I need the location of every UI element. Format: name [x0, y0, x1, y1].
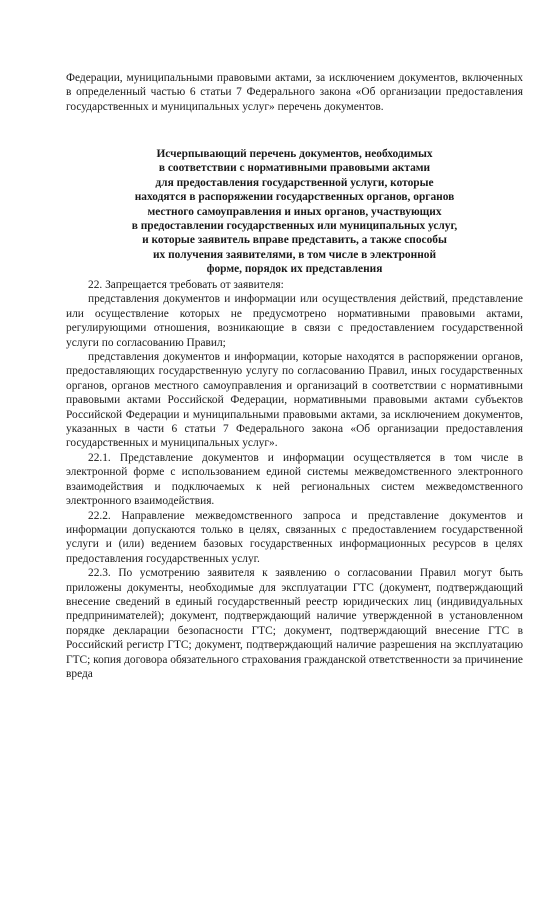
- heading-line: местного самоуправления и иных органов, участвующих: [147, 205, 442, 218]
- heading-line: форме, порядок их представления: [206, 263, 383, 276]
- heading-line: их получения заявителями, в том числе в электронной: [152, 248, 437, 261]
- heading-line: находятся в распоряжении государственных органов, органов: [134, 191, 455, 204]
- paragraph-22-2: 22.2. Направление межведомственного запроса и представление документов и информации допускаются только в целях, связанных с предоставлением государственной услуги и (или) ведением базовых государственных информационных ресурсов в целях предоставления государственных услуг.: [66, 509, 523, 565]
- paragraph-22: 22. Запрещается требовать от заявителя:: [88, 279, 284, 291]
- paragraph-22-item-1: представления документов и информации или осуществления действий, представление или осуществление которых не предусмотрено нормативными правовыми актами, регулирующими отношения, возникающие в связи с предоставлением государственной услуги по согласованию Правил;: [66, 293, 523, 349]
- intro-paragraph: Федерации, муниципальными правовыми актами, за исключением документов, включенных в определенный частью 6 статьи 7 Федерального закона «Об организации предоставления государственных и муниципальных услуг» перечень документов.: [66, 72, 523, 113]
- paragraph-22-1: 22.1. Представление документов и информации осуществляется в том числе в электронной форме с использованием единой системы межведомственного электронного взаимодействия и подключаемых к ней региональных систем межведомственного электронного взаимодействия.: [66, 451, 523, 508]
- heading-line: для предоставления государственной услуги, которые: [155, 176, 434, 189]
- body-section: [66, 278, 523, 681]
- paragraph-22-3: 22.3. По усмотрению заявителя к заявлению о согласовании Правил могут быть приложены документы, необходимые для эксплуатации ГТС (документ, подтверждающий внесение сведений в единый государственный реестр юридических лиц (индивидуальных предпринимателей); документ, подтверждающий наличие утвержденной в установленном порядке декларации безопасности ГТС; документ, подтверждающий внесение ГТС в Российский регистр ГТС; документ, подтверждающий наличие разрешения на эксплуатацию ГТС; копия договора обязательного страхования гражданской ответственности за причинение вреда: [66, 567, 523, 680]
- heading-line: в соответствии с нормативными правовыми актами: [158, 162, 431, 175]
- section-heading: [66, 147, 523, 277]
- heading-line: и которые заявитель вправе представить, а также способы: [142, 234, 447, 247]
- intro-section: [66, 71, 523, 114]
- paragraph-22-item-2: представления документов и информации, которые находятся в распоряжении органов, предоставляющих государственную услугу по согласованию Правил, иных государственных органов, органов местного самоуправления и организаций в соответствии с нормативными правовыми актами Российской Федерации, нормативными правовыми актами субъектов Российской Федерации и муниципальными правовыми актами, за исключением документов, указанных в части 6 статьи 7 Федерального закона «Об организации предоставления государственных и муниципальных услуг».: [66, 351, 523, 450]
- heading-line: в предоставлении государственных или муниципальных услуг,: [131, 220, 458, 233]
- heading-line: Исчерпывающий перечень документов, необходимых: [156, 148, 433, 160]
